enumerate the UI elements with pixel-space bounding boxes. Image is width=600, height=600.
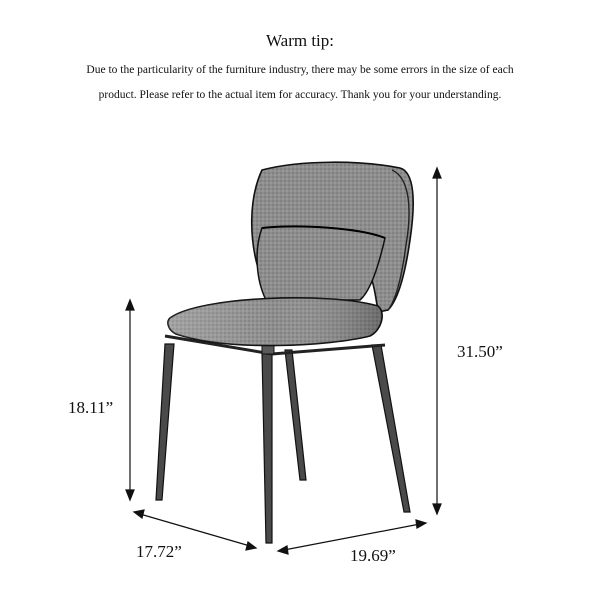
total-height-arrow-top [433,168,441,178]
depth-arrow-right [246,542,256,550]
warm-tip-line-1: Due to the particularity of the furniture industry, there may be some errors in the size of each [86,64,514,76]
leg-front-left [156,344,174,500]
leg-back-right [372,345,410,512]
seat-height-label: 18.11” [68,398,114,417]
chair-legs [156,344,410,543]
leg-back-center [285,350,306,480]
width-arrow-right [416,520,426,528]
width-label: 19.69” [350,546,396,565]
seat-height-arrow-bottom [126,490,134,500]
warm-tip-title: Warm tip: [265,31,335,50]
depth-arrow-left [134,510,144,518]
backrest-lower-panel [257,226,385,300]
warm-tip-line-2: product. Please refer to the actual item for accuracy. Thank you for your understanding. [98,89,502,101]
total-height-arrow-bottom [433,504,441,514]
width-arrow-left [278,546,288,554]
seat-height-arrow-top [126,300,134,310]
total-height-label: 31.50” [457,342,503,361]
leg-front-right [262,352,272,543]
depth-label: 17.72” [136,542,182,561]
